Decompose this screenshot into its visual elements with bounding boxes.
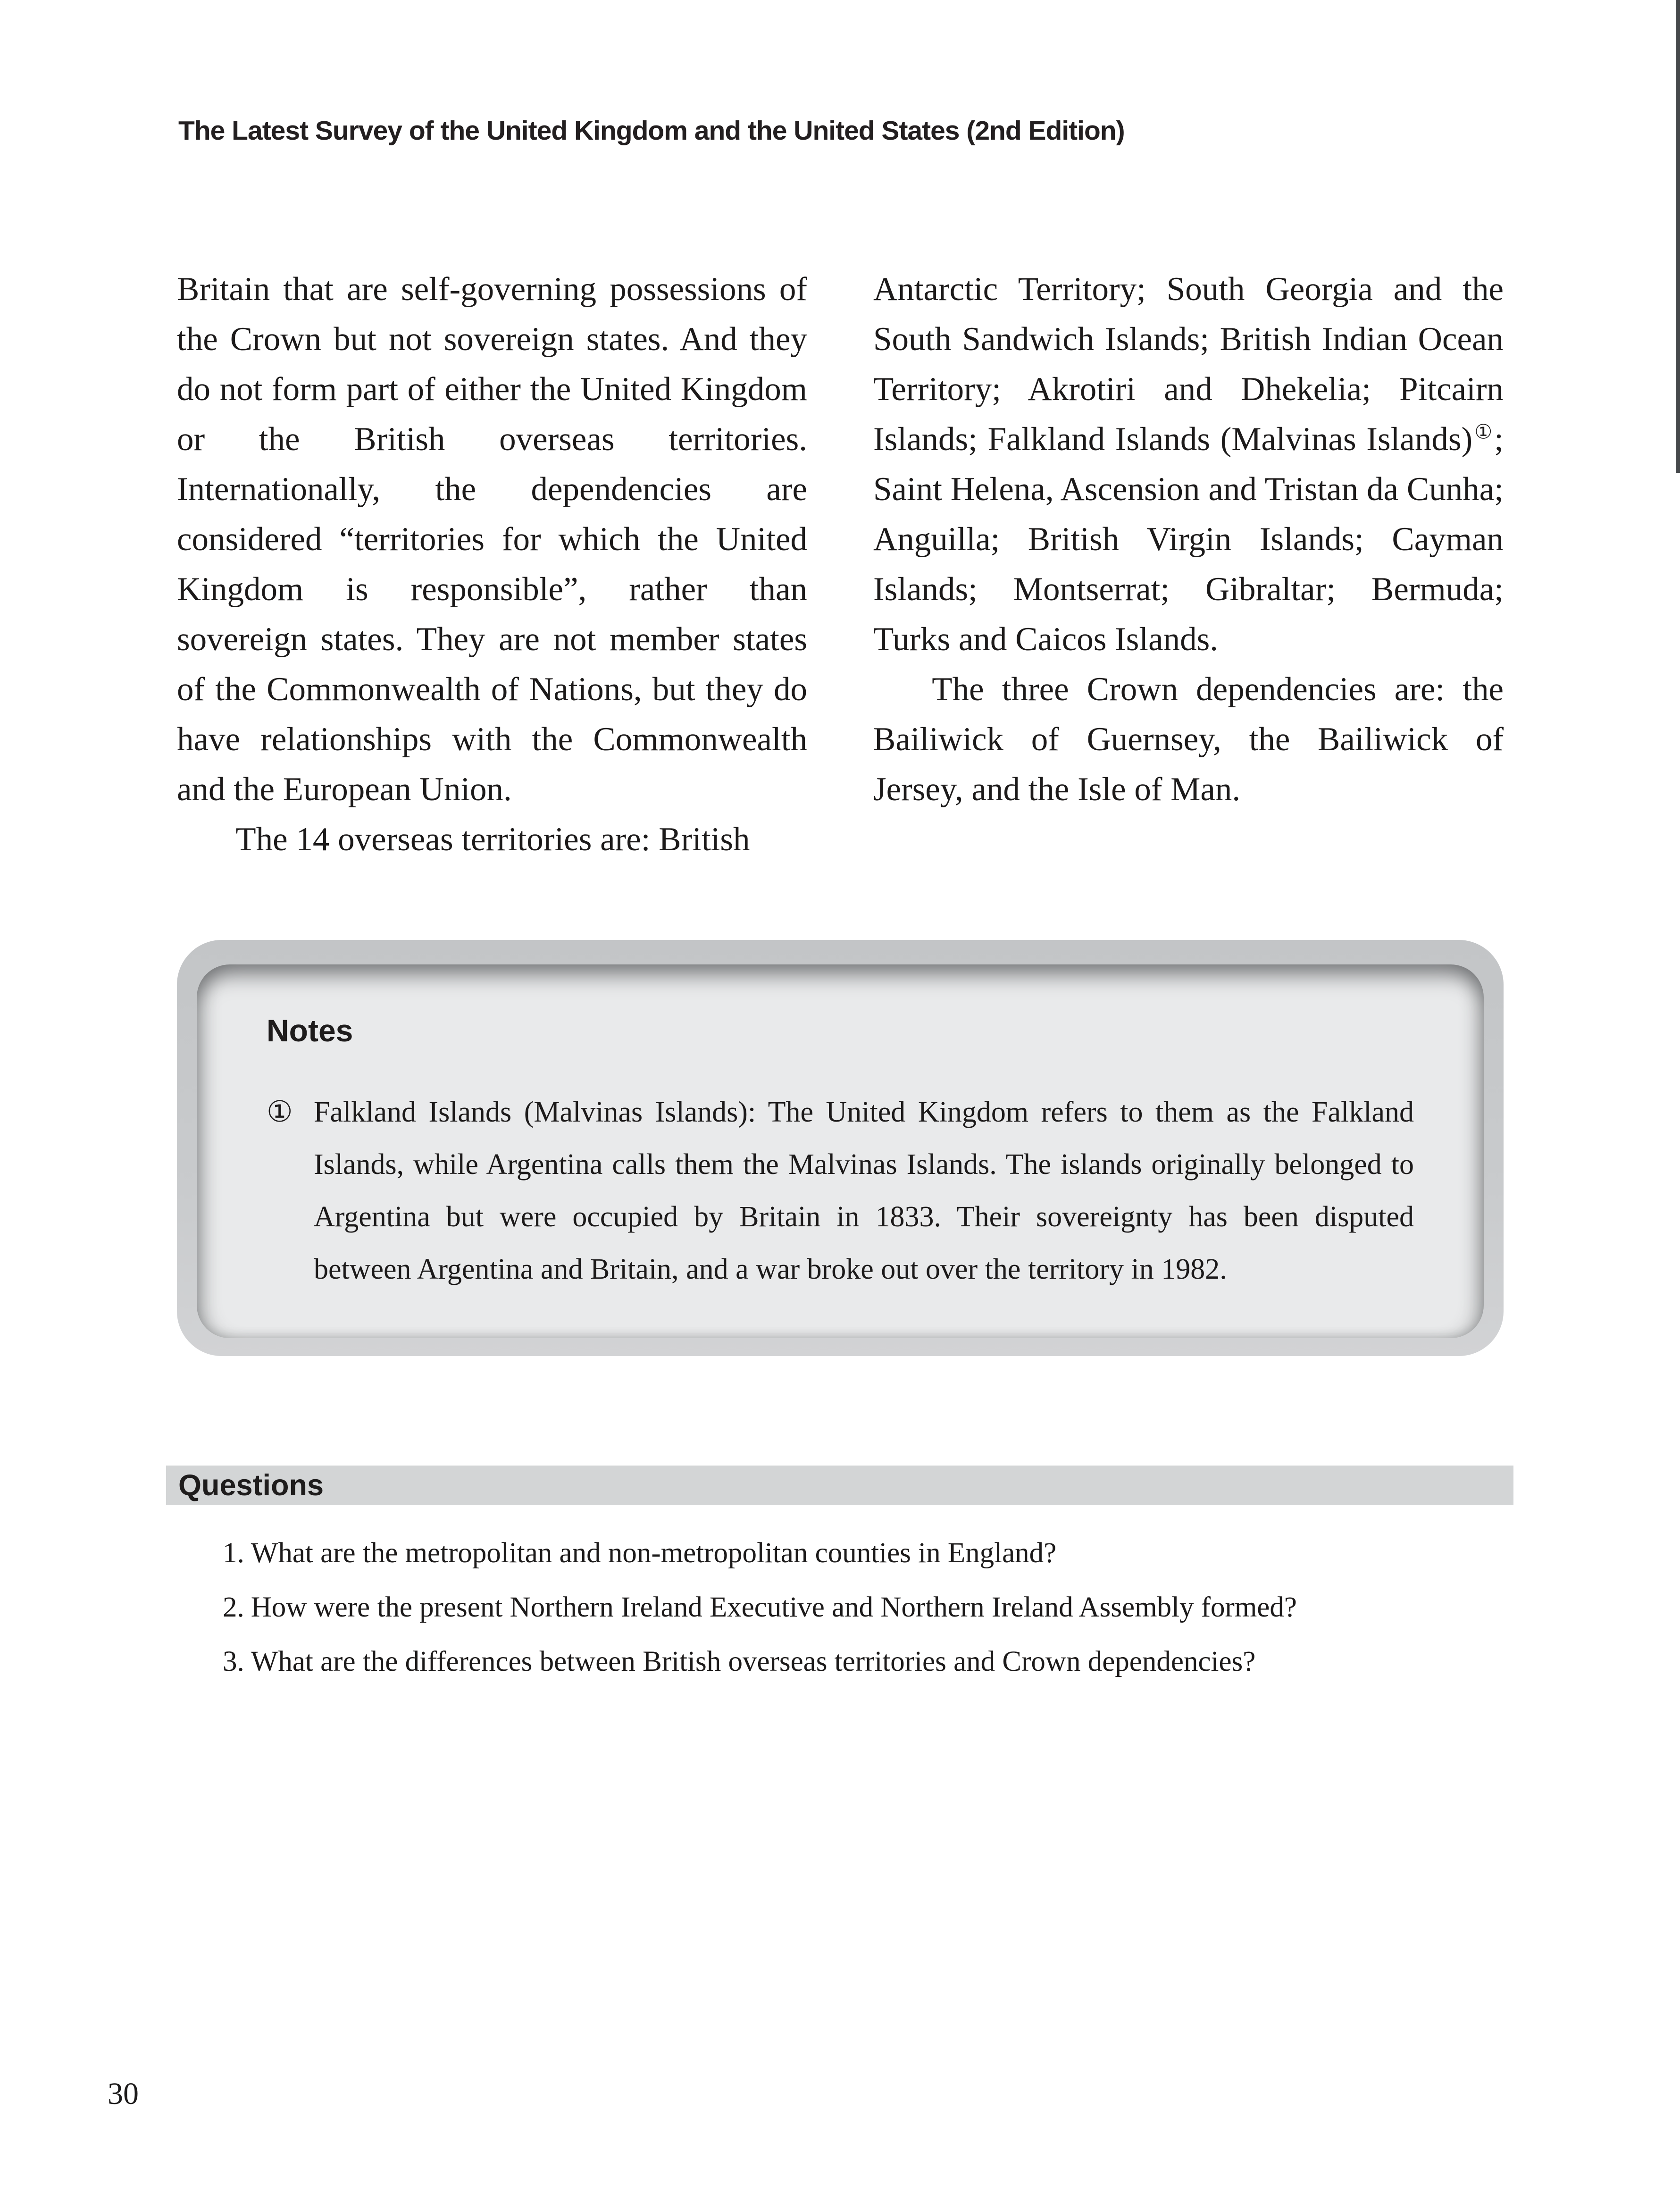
notes-heading: Notes (267, 1013, 353, 1048)
paragraph: The 14 overseas territories are: British (235, 821, 750, 858)
question-text: How were the present Northern Ireland Executive and Northern Ireland Assembly formed? (251, 1592, 1297, 1623)
question-item (223, 1589, 1525, 1626)
question-number: 1. (223, 1537, 244, 1569)
note-text: Falkland Islands (Malvinas Islands): The United Kingdom refers to them as the Falkland Islands, while Argentina calls them the Malvinas Islands. The islands originally belonged to Argentina but were occupied by Britain in 1833. Their sovereignty has been disputed between Argentina and Britain, and a war broke out over the territory in 1982. (314, 1096, 1414, 1285)
notes-box (177, 940, 1504, 1356)
question-item (223, 1534, 1525, 1572)
questions-list (223, 1534, 1525, 1697)
question-number: 2. (223, 1592, 244, 1623)
page-number: 30 (108, 2077, 139, 2111)
question-text: What are the metropolitan and non-metropolitan counties in England? (251, 1537, 1057, 1569)
article-right-column (873, 264, 1504, 864)
notes-list (267, 1086, 1414, 1296)
notes-box-inner (197, 964, 1484, 1338)
note-item (267, 1086, 1414, 1296)
article-left-column (177, 264, 807, 864)
paragraph: Britain that are self-governing possessions of the Crown but not sovereign states. And they do not form part of either the United Kingdom or the British overseas territories. Internationally, the dependencies are considered “territories for which the United Kingdom is responsible”, rather than sovereign states. They are not member states of the Commonwealth of Nations, but they do have relationships with the Commonwealth and the European Union. (177, 271, 807, 808)
question-text: What are the differences between British overseas territories and Crown dependencies? (251, 1646, 1256, 1677)
question-number: 3. (223, 1646, 244, 1677)
questions-header-bar (166, 1466, 1513, 1505)
paragraph: The three Crown dependencies are: the Bailiwick of Guernsey, the Bailiwick of Jersey, and the Isle of Man. (873, 671, 1504, 808)
article-body (177, 264, 1504, 864)
paragraph: Antarctic Territory; South Georgia and the South Sandwich Islands; British Indian Ocean Territory; Akrotiri and Dhekelia; Pitcairn Islands; Falkland Islands (Malvinas Islands)①; Saint Helena, Ascension and Tristan da Cunha; Anguilla; British Virgin Islands; Cayman Islands; Montserrat; Gibraltar; Bermuda; Turks and Caicos Islands. (873, 271, 1504, 658)
page-edge-tab (1676, 0, 1680, 473)
questions-heading: Questions (178, 1469, 324, 1502)
question-item (223, 1643, 1525, 1681)
running-head-title: The Latest Survey of the United Kingdom and the United States (2nd Edition) (178, 116, 1125, 146)
note-marker: ① (267, 1096, 293, 1128)
